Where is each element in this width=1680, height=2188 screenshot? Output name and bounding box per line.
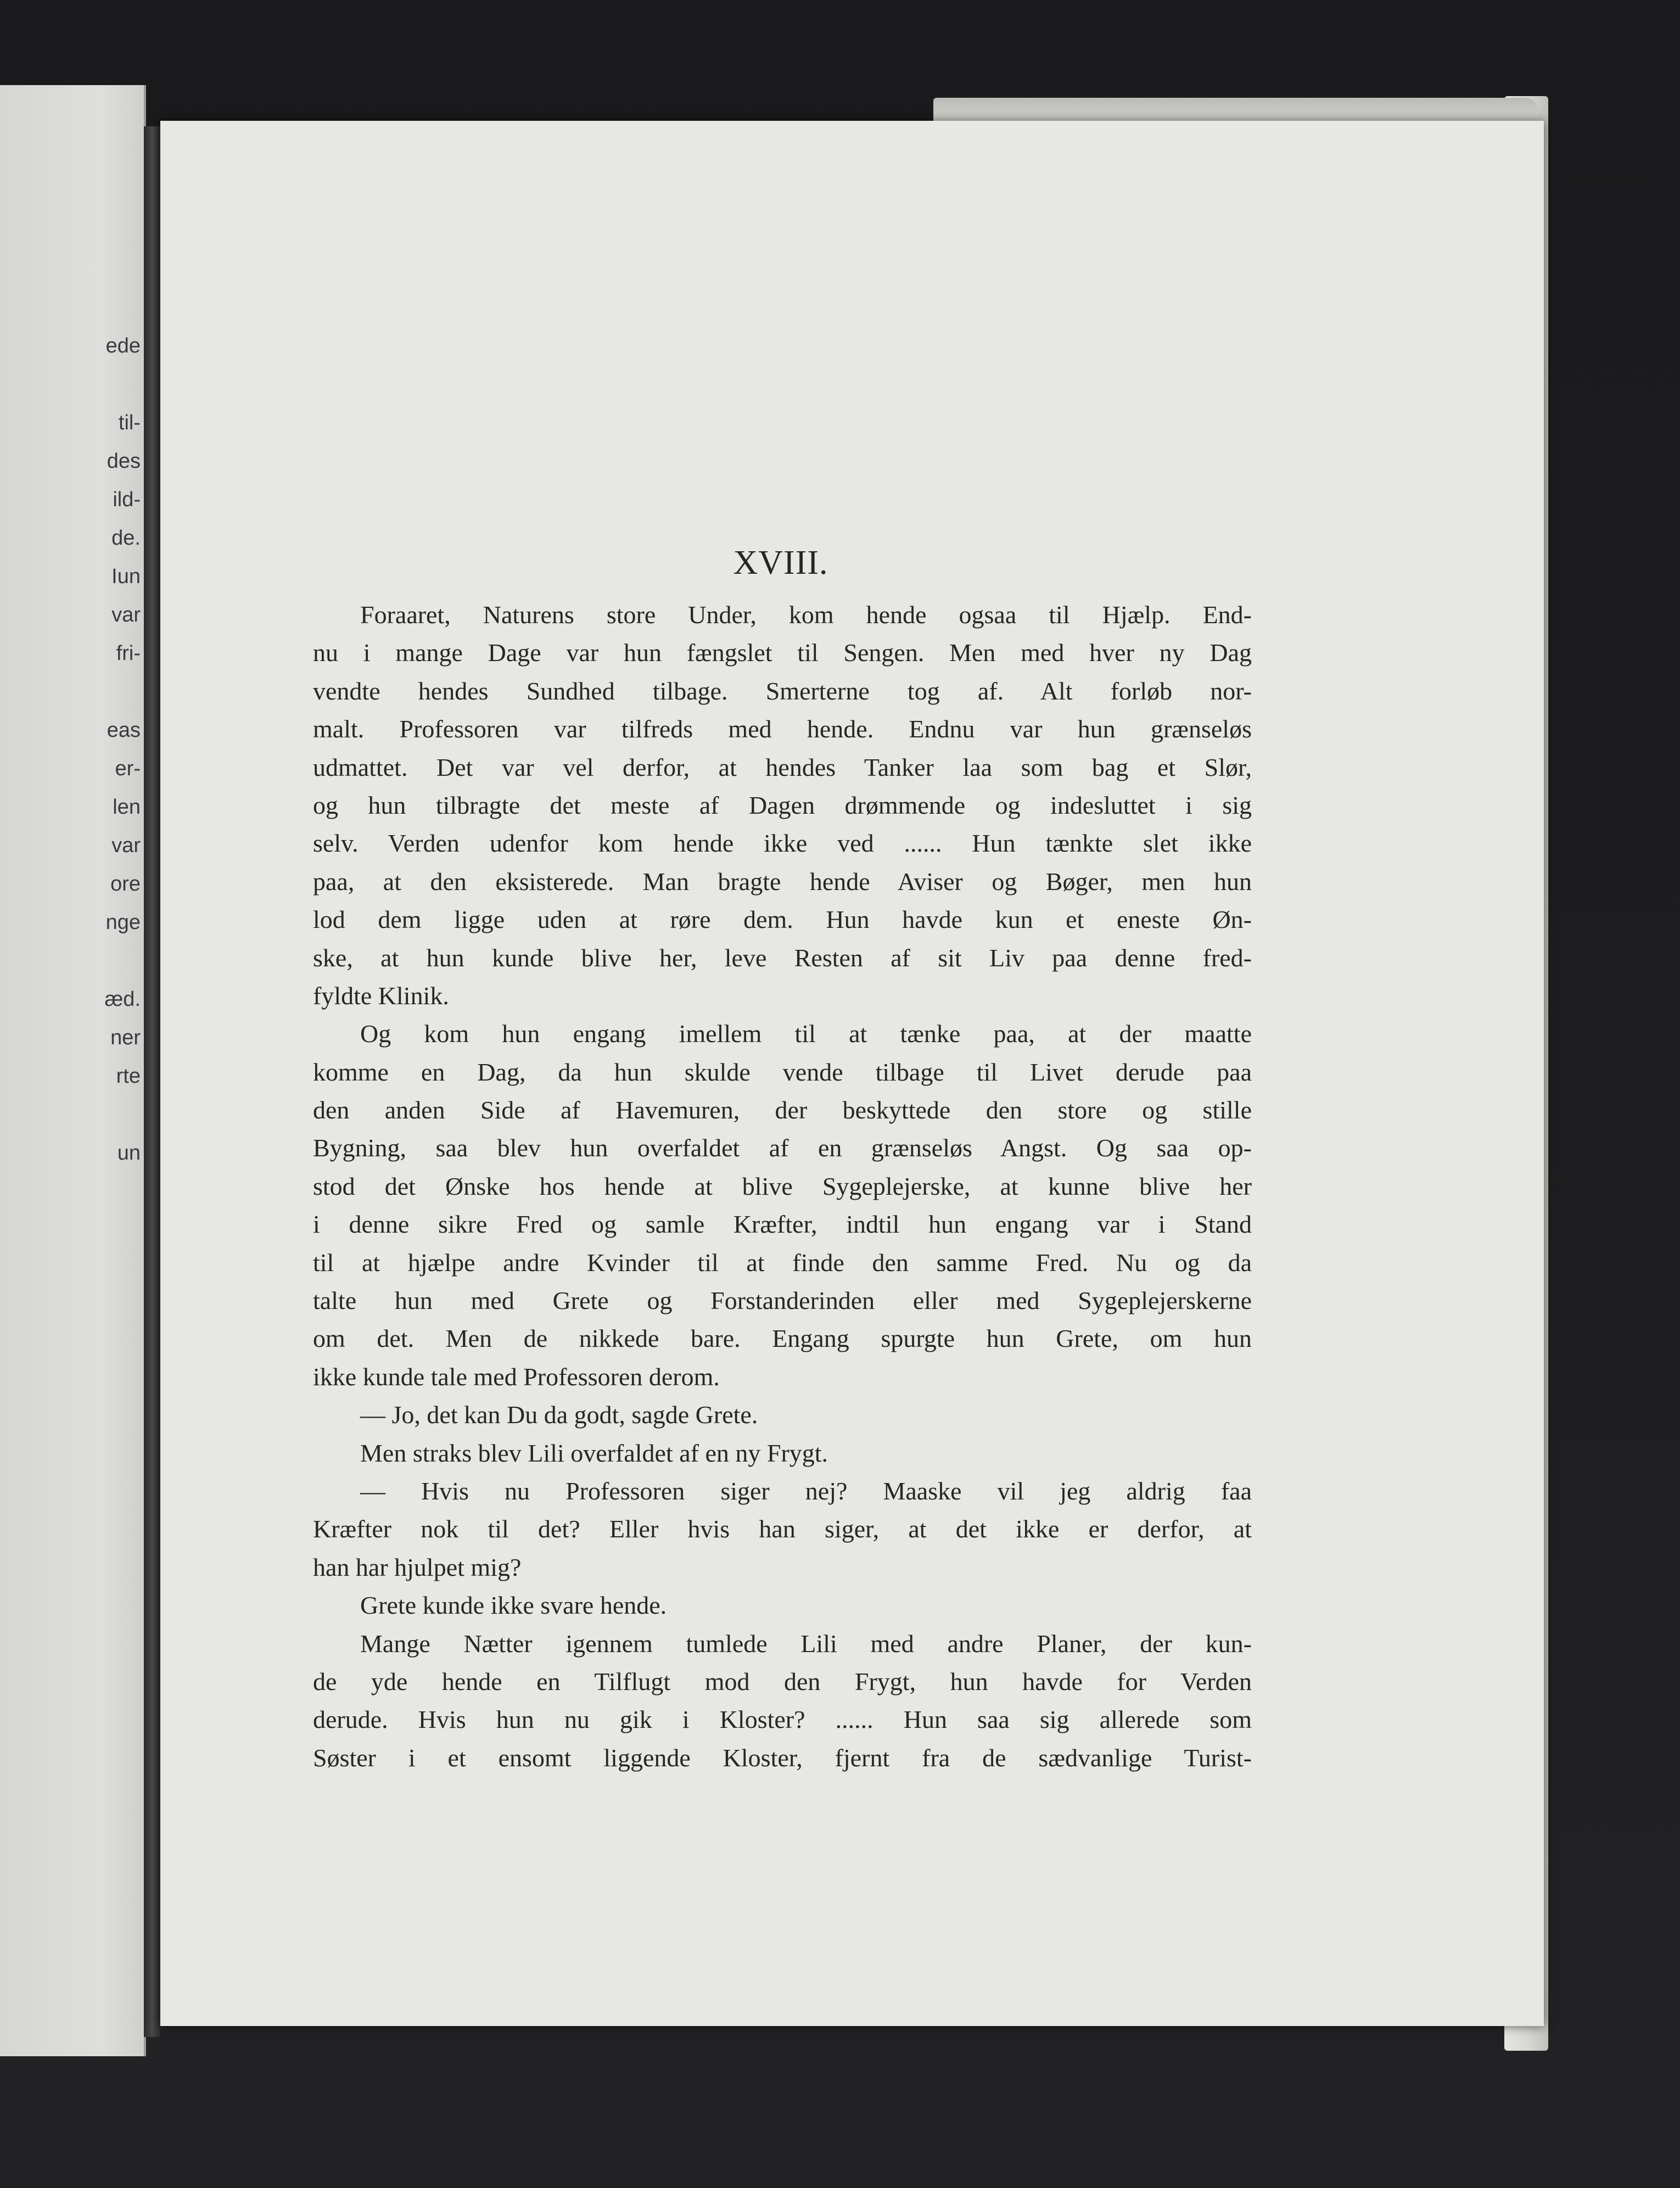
text-line: — Hvis nu Professoren siger nej? Maaske vil jeg aldrig faa <box>360 1476 1252 1505</box>
left-fragment: fri- <box>116 642 141 665</box>
text-line: i denne sikre Fred og samle Kræfter, indtil hun engang var i Stand <box>313 1210 1252 1239</box>
text-line: Mange Nætter igennem tumlede Lili med andre Planer, der kun- <box>360 1629 1252 1658</box>
text-line: han har hjulpet mig? <box>313 1553 522 1581</box>
text-line: Men straks blev Lili overfaldet af en ny Frygt. <box>360 1439 828 1467</box>
left-fragment <box>75 1095 141 1134</box>
left-fragment: ede <box>105 334 141 357</box>
left-fragment: un <box>117 1141 141 1165</box>
left-fragment <box>75 942 141 980</box>
left-fragment: er- <box>115 757 141 780</box>
text-line: malt. Professoren var tilfreds med hende. Endnu var hun grænseløs <box>313 715 1252 743</box>
text-line: stod det Ønske hos hende at blive Sygeplejerske, at kunne blive her <box>313 1172 1252 1200</box>
text-line: Og kom hun engang imellem til at tænke paa, at der maatte <box>360 1020 1252 1048</box>
body-text <box>313 596 1252 1777</box>
text-line: derude. Hvis hun nu gik i Kloster? ...... Hun saa sig allerede som <box>313 1705 1252 1734</box>
left-fragment: de. <box>111 527 141 550</box>
text-line: Foraaret, Naturens store Under, kom hende ogsaa til Hjælp. End- <box>360 601 1252 629</box>
left-fragment: ild- <box>113 488 141 511</box>
book-gutter <box>144 126 160 2037</box>
left-fragment: var <box>111 834 141 857</box>
chapter-heading: XVIII. <box>733 544 828 581</box>
text-line: fyldte Klinik. <box>313 981 449 1010</box>
text-line: talte hun med Grete og Forstanderinden eller med Sygeplejerskerne <box>313 1286 1252 1315</box>
text-line: udmattet. Det var vel derfor, at hendes Tanker laa som bag et Slør, <box>313 753 1252 781</box>
left-fragment: til- <box>118 411 141 434</box>
left-fragment: eas <box>107 719 141 742</box>
text-line: selv. Verden udenfor kom hende ikke ved ...... Hun tænkte slet ikke <box>313 829 1252 858</box>
text-line: — Jo, det kan Du da godt, sagde Grete. <box>360 1401 758 1429</box>
text-line: lod dem ligge uden at røre dem. Hun havde kun et eneste Øn- <box>313 905 1252 934</box>
text-line: ske, at hun kunde blive her, leve Resten af sit Liv paa denne fred- <box>313 943 1252 972</box>
text-line: vendte hendes Sundhed tilbage. Smerterne tog af. Alt forløb nor- <box>313 676 1252 705</box>
left-fragment <box>75 673 141 711</box>
left-fragment: rte <box>116 1065 141 1088</box>
text-line: om det. Men de nikkede bare. Engang spurgte hun Grete, om hun <box>313 1324 1252 1353</box>
text-line: ikke kunde tale med Professoren derom. <box>313 1362 720 1391</box>
text-line: den anden Side af Havemuren, der beskyttede den store og stille <box>313 1096 1252 1124</box>
left-fragment: ore <box>110 872 141 896</box>
left-fragment: var <box>111 603 141 626</box>
left-fragment <box>75 365 141 404</box>
left-fragment: len <box>113 796 141 819</box>
text-line: nu i mange Dage var hun fængslet til Sengen. Men med hver ny Dag <box>313 639 1252 667</box>
text-line: paa, at den eksisterede. Man bragte hende Aviser og Bøger, men hun <box>313 867 1252 896</box>
left-fragment: Iun <box>111 565 141 588</box>
left-fragment: ner <box>110 1026 141 1049</box>
text-line: Grete kunde ikke svare hende. <box>360 1591 667 1620</box>
text-line: til at hjælpe andre Kvinder til at finde den samme Fred. Nu og da <box>313 1248 1252 1277</box>
text-line: Søster i et ensomt liggende Kloster, fjernt fra de sædvanlige Turist- <box>313 1743 1252 1772</box>
left-fragment: æd. <box>104 988 141 1011</box>
text-line: de yde hende en Tilflugt mod den Frygt, hun havde for Verden <box>313 1667 1252 1695</box>
left-page-edge <box>0 85 146 2056</box>
page-stack-top-edge <box>933 98 1537 124</box>
left-fragment: nge <box>105 911 141 934</box>
text-line: og hun tilbragte det meste af Dagen drømmende og indesluttet i sig <box>313 791 1252 819</box>
text-line: Kræfter nok til det? Eller hvis han siger, at det ikke er derfor, at <box>313 1515 1252 1543</box>
text-line: Bygning, saa blev hun overfaldet af en grænseløs Angst. Og saa op- <box>313 1134 1252 1162</box>
left-fragment: des <box>107 450 141 473</box>
left-page-text-fragments <box>75 327 141 1172</box>
text-line: komme en Dag, da hun skulde vende tilbage til Livet derude paa <box>313 1057 1252 1086</box>
